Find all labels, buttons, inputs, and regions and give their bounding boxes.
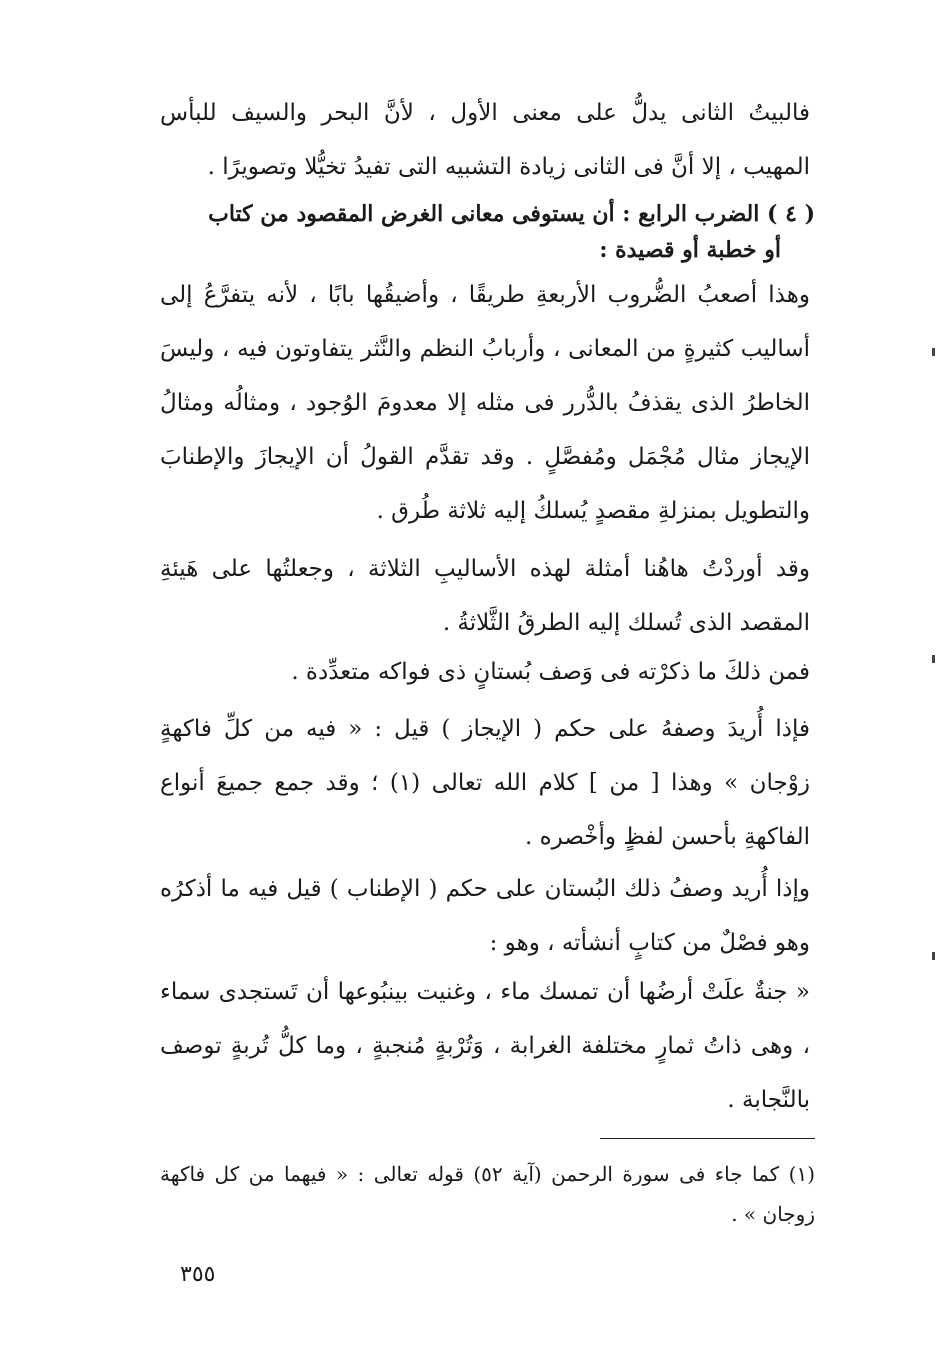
paragraph-brevity-description: فإذا أُريدَ وصفهُ على حكم ( الإيجاز ) قيل : « فيه من كلِّ فاكهةٍ زوْجان » وهذا [ من ] كلام الله تعالى (١) ؛ وقد جمع جميعَ أنواع الفاكهةِ بأحسن لفظٍ وأخْصره . — [160, 716, 810, 850]
paragraph-poetry-comparison: فالبيتُ الثانى يدلُّ على معنى الأول ، لأنَّ البحر والسيف للبأس المهيب ، إلا أنَّ فى الثانى زيادة التشبيه التى تفيدُ تخيُّلا وتصويرًا . — [160, 100, 810, 180]
margin-mark — [932, 348, 935, 356]
paragraph-hardest-type: وهذا أصعبُ الضُّروب الأربعةِ طريقًا ، وأضيقُها بابًا ، لأنه يتفرَّعُ إلى أساليب كثيرةٍ من المعانى ، وأربابُ النظم والنَّثر يتفاوتون فيه ، وليسَ الخاطرُ الذى يقذفُ بالدُّرر فى مثله إلا معدومَ الوُجود ، ومثالُه ومثالُ الإيجاز مثال مُجْمَل ومُفصَّلٍ . وقد تقدَّم القولُ أن الإيجازَ والإطنابَ والتطويل بمنزلةِ مقصدٍ يُسلكُ إليه ثلاثة طُرق . — [160, 282, 810, 524]
heading-line-2: أو خطبة أو قصيدة : — [599, 237, 781, 263]
paragraph-elaboration-description: وإذا أُريد وصفُ ذلك البُستان على حكم ( الإطناب ) قيل فيه ما أذكرُه وهو فصْلٌ من كتابٍ أنشأته ، وهو : — [160, 876, 810, 956]
paragraph-examples-intro: وقد أوردْتُ هاهُنا أمثلة لهذه الأساليبِ الثلاثة ، وجعلتُها على هَيئةِ المقصد الذى تُسلك إليه الطرقُ الثَّلاثةُ . — [160, 556, 810, 636]
heading-line-1: ( ٤ ) الضرب الرابع : أن يستوفى معانى الغرض المقصود من كتاب — [208, 201, 815, 227]
paragraph-garden-quote: « جنةٌ علَتْ أرضُها أن تمسك ماء ، وغنيت بينبُوعها أن تَستجدى سماء ، وهى ذاتُ ثمارٍ مختلفة الغرابة ، وَتُرْبةٍ مُنجبةٍ ، وما كلُّ تُربةٍ توصف بالنَّجابة . — [160, 979, 810, 1113]
margin-mark — [932, 952, 935, 960]
page-number: ٣٥٥ — [180, 1262, 216, 1287]
footnote-divider — [600, 1138, 815, 1139]
margin-mark — [932, 655, 935, 663]
footnote: (١) كما جاء فى سورة الرحمن (آية ٥٢) قوله تعالى : « فيهما من كل فاكهة زوجان » . — [160, 1162, 815, 1226]
section-heading-fourth-type — [160, 196, 815, 268]
paragraph-garden-example: فمن ذلكَ ما ذكرْته فى وَصف بُستانٍ ذى فواكه متعدِّدة . — [291, 659, 810, 685]
